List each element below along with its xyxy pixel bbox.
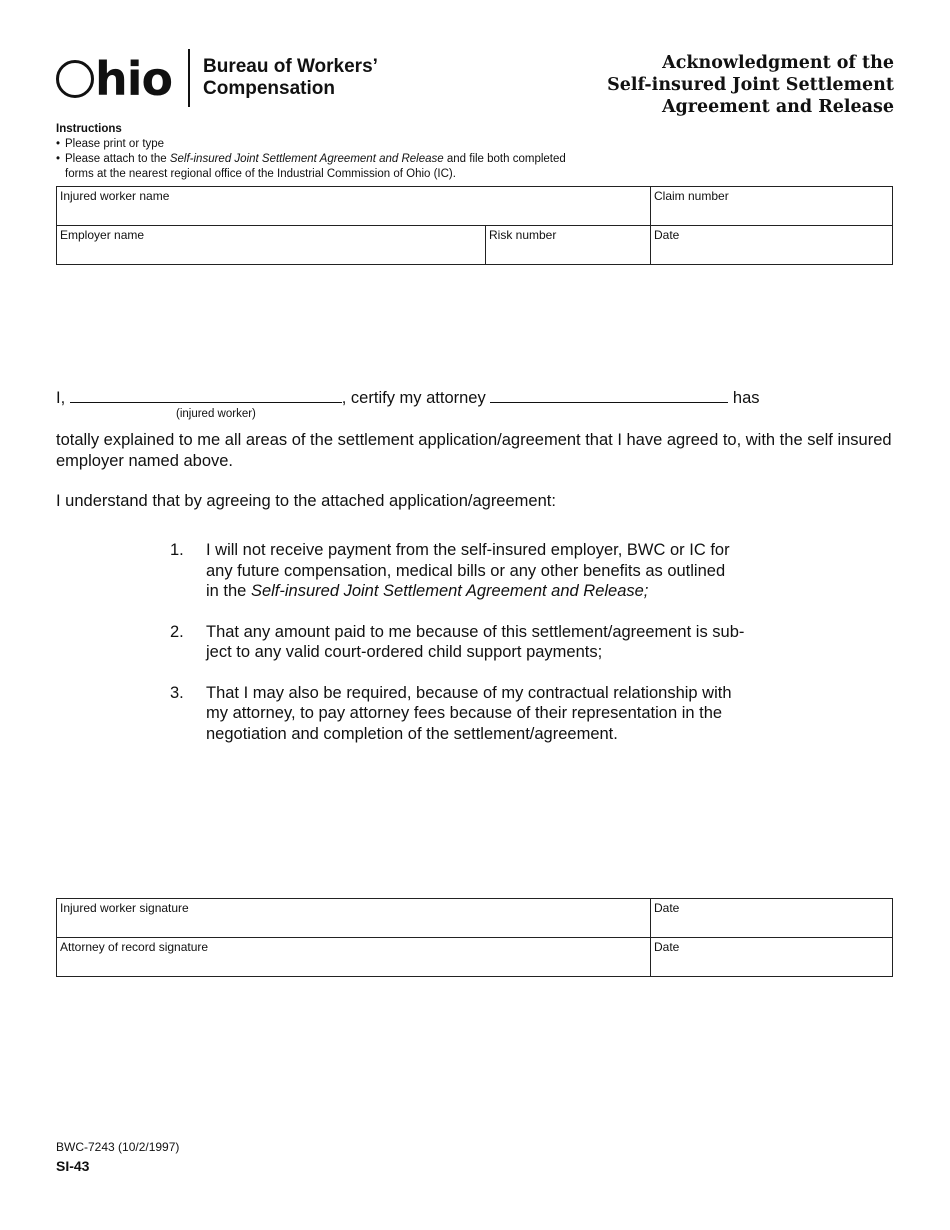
signature-table (56, 898, 893, 977)
instruction-item-2-italic: Self-insured Joint Settlement Agreement and Release (169, 153, 444, 165)
list-item-1 (170, 540, 800, 602)
list-item-1-line3-italic: Self-insured Joint Settlement Agreement and Release; (250, 582, 649, 600)
agency-name-line1: Bureau of Workers’ (203, 56, 378, 77)
worker-signature-date-field[interactable] (650, 899, 892, 937)
certification-line (56, 389, 760, 408)
certification-suffix: has (728, 389, 760, 407)
list-number-2: 2. (170, 622, 184, 641)
claim-number-field[interactable] (650, 187, 892, 225)
attorney-signature-date-field[interactable] (650, 938, 892, 976)
attorney-signature-field[interactable] (57, 938, 650, 976)
signature-row-1 (57, 899, 892, 937)
list-number-3: 3. (170, 683, 184, 702)
instructions (56, 122, 716, 182)
form-title-line2: Self-insured Joint Settlement (607, 75, 894, 95)
list-item-1-line3-prefix: in the (206, 582, 251, 600)
acknowledgment-list (170, 540, 800, 764)
list-item-2-line2: ject to any valid court-ordered child support payments; (206, 643, 603, 661)
injured-worker-name-label: Injured worker name (60, 189, 170, 203)
list-text-3 (206, 683, 800, 745)
certification-continuation: totally explained to me all areas of the settlement application/agreement that I have agreed to, with the self insured employer named above. (56, 431, 892, 470)
list-item-2-line1: That any amount paid to me because of this settlement/agreement is sub- (206, 622, 745, 641)
attorney-signature-label: Attorney of record signature (60, 940, 209, 954)
list-item-3-line3: negotiation and completion of the settlement/agreement. (206, 724, 618, 743)
instruction-item-2 (56, 152, 716, 182)
list-text-1 (206, 540, 800, 602)
understand-statement: I understand that by agreeing to the attached application/agreement: (56, 492, 556, 510)
injured-worker-signature-field[interactable] (57, 899, 650, 937)
certification-middle: , certify my attorney (341, 389, 491, 407)
risk-number-field[interactable] (485, 226, 650, 264)
worker-signature-date-label: Date (654, 901, 680, 915)
form-title-line3: Agreement and Release (661, 97, 894, 117)
injured-worker-blank[interactable] (70, 389, 342, 403)
injured-worker-sublabel: (injured worker) (176, 408, 256, 420)
list-item-3-line1: That I may also be required, because of my contractual relationship with (206, 683, 732, 702)
list-item-3 (170, 683, 800, 745)
ohio-logo-o (56, 60, 94, 98)
list-item-1-line1: I will not receive payment from the self-insured employer, BWC or IC for (206, 541, 730, 559)
instruction-item-2-suffix: and file both completed (443, 153, 566, 165)
risk-number-label: Risk number (489, 228, 557, 242)
agency-name (203, 56, 378, 100)
signature-row-2 (57, 937, 892, 976)
claim-info-table (56, 186, 893, 265)
date-field[interactable] (650, 226, 892, 264)
logo-divider (188, 49, 190, 107)
list-text-2 (206, 622, 800, 663)
list-item-1-line2: any future compensation, medical bills or any other benefits as outlined (206, 561, 726, 580)
instructions-heading: Instructions (56, 123, 122, 135)
attorney-blank[interactable] (490, 389, 728, 403)
ohio-wordmark-letters: hio (95, 52, 173, 106)
form-title-line1: Acknowledgment of the (662, 53, 894, 73)
employer-name-label: Employer name (60, 228, 145, 242)
si-code: SI-43 (56, 1158, 90, 1174)
claim-info-row-2 (57, 225, 892, 264)
claim-info-row-1 (57, 187, 892, 225)
list-number-1: 1. (170, 541, 184, 559)
date-label: Date (654, 228, 680, 242)
agency-name-line2: Compensation (203, 78, 335, 99)
list-item-3-line2: my attorney, to pay attorney fees because of their representation in the (206, 704, 723, 722)
instruction-item-2-prefix: Please attach to the (65, 153, 170, 165)
ohio-wordmark (56, 52, 173, 106)
instruction-item-2-line2: forms at the nearest regional office of the Industrial Commission of Ohio (IC). (65, 168, 456, 180)
injured-worker-name-field[interactable] (57, 187, 650, 225)
ohio-logo (56, 50, 172, 108)
instruction-item-1: • Please print or type (56, 137, 716, 152)
list-item-1-line3 (206, 581, 800, 602)
attorney-signature-date-label: Date (654, 940, 680, 954)
certification-prefix: I, (56, 389, 70, 407)
list-item-2 (170, 622, 800, 663)
claim-number-label: Claim number (654, 189, 729, 203)
form-title (474, 52, 894, 118)
injured-worker-signature-label: Injured worker signature (60, 901, 189, 915)
form-code: BWC-7243 (10/2/1997) (56, 1140, 180, 1154)
employer-name-field[interactable] (57, 226, 485, 264)
